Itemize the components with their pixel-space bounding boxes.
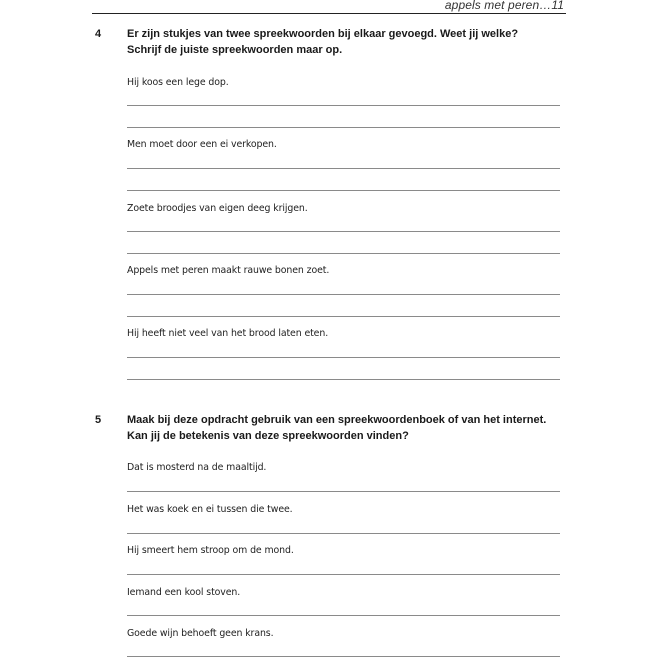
question-5-item-1-answer-line[interactable]	[127, 491, 560, 492]
question-4-instruction-line-2: Schrijf de juiste spreekwoorden maar op.	[127, 44, 343, 56]
running-head: appels met peren…11	[444, 0, 564, 12]
question-5-instruction-line-1: Maak bij deze opdracht gebruik van een spreekwoordenboek of van het internet.	[127, 414, 547, 426]
question-4-item-1-prompt: Hij koos een lege dop.	[127, 77, 229, 88]
question-4-item-5-answer-line-1[interactable]	[127, 357, 560, 358]
question-4-item-4-prompt: Appels met peren maakt rauwe bonen zoet.	[127, 265, 330, 276]
question-5-item-5-prompt: Goede wijn behoeft geen krans.	[127, 628, 274, 639]
question-5-item-4-prompt: Iemand een kool stoven.	[127, 587, 241, 598]
header-rule	[92, 13, 566, 14]
question-5-instruction	[127, 412, 567, 444]
question-5-item-2-answer-line[interactable]	[127, 533, 560, 534]
question-4-item-1-answer-line-2[interactable]	[127, 127, 560, 128]
question-5-item-1-prompt: Dat is mosterd na de maaltijd.	[127, 462, 267, 473]
question-4-item-2-answer-line-2[interactable]	[127, 190, 560, 191]
question-5-item-2-prompt: Het was koek en ei tussen die twee.	[127, 504, 293, 515]
question-5-item-3-answer-line[interactable]	[127, 574, 560, 575]
question-5-item-5-answer-line[interactable]	[127, 656, 560, 657]
question-4-item-4-answer-line-1[interactable]	[127, 294, 560, 295]
question-5-item-4-answer-line[interactable]	[127, 615, 560, 616]
question-4-instruction	[127, 26, 567, 58]
question-5-instruction-line-2: Kan jij de betekenis van deze spreekwoorden vinden?	[127, 430, 409, 442]
question-4-item-3-answer-line-1[interactable]	[127, 231, 560, 232]
question-4-item-2-answer-line-1[interactable]	[127, 168, 560, 169]
question-4-instruction-line-1: Er zijn stukjes van twee spreekwoorden bij elkaar gevoegd. Weet jij welke?	[127, 28, 519, 40]
question-4-item-4-answer-line-2[interactable]	[127, 316, 560, 317]
question-4-number: 4	[95, 28, 102, 40]
question-4-item-2-prompt: Men moet door een ei verkopen.	[127, 139, 277, 150]
question-5-item-3-prompt: Hij smeert hem stroop om de mond.	[127, 545, 294, 556]
question-4-item-3-answer-line-2[interactable]	[127, 253, 560, 254]
question-4-item-5-prompt: Hij heeft niet veel van het brood laten eten.	[127, 328, 329, 339]
question-4-item-1-answer-line-1[interactable]	[127, 105, 560, 106]
question-4-item-5-answer-line-2[interactable]	[127, 379, 560, 380]
question-4-item-3-prompt: Zoete broodjes van eigen deeg krijgen.	[127, 203, 308, 214]
question-5-number: 5	[95, 414, 102, 426]
